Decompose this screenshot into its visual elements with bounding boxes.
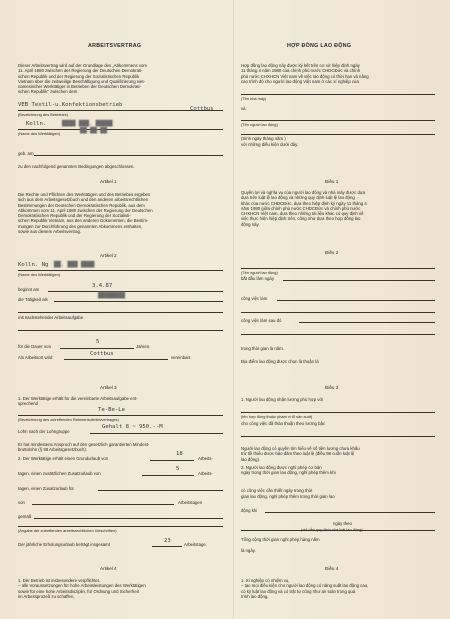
d4-line: có kỷ luật lao động và có trật tự cũng như an toàn trong quá (241, 588, 356, 594)
intro-line: namesischer Werktätiger in Betrieben der Deutschen Demokrati- (18, 84, 141, 90)
art2-name-label: (Name des Werktätigen) (18, 272, 61, 277)
d3-total: Tổng cộng thời gian nghỉ phép hàng năm (241, 537, 320, 542)
d2-worker-label: (Tên người lao động) (241, 270, 278, 275)
d3-tariff-line (241, 412, 435, 413)
german-column (18, 0, 228, 619)
d4-line: 1. Xí nghiệp có nhiệm vụ, (241, 578, 290, 583)
dieu-1-text (241, 190, 367, 227)
tariff-value: Te-Be-Le (98, 407, 125, 413)
born-line (34, 155, 223, 156)
leave-line (150, 460, 194, 461)
concluded-text: zu den nachfolgend genannten Bedingungen abgeschlossen. (18, 164, 135, 169)
intro-line: schen Republik und der Regierung der Sozialistischen Republik (18, 73, 140, 79)
art4-line: – alle Voraussetzungen für hohe Arbeitsleistungen des Werktätigen (18, 583, 146, 589)
activity-line (54, 301, 223, 302)
vi-concluded: với những điều kiện dưới đây. (241, 142, 299, 147)
place-value: Cottbus (90, 351, 114, 357)
activity-line-2 (18, 312, 223, 313)
from-unit: Arbeitstagen (178, 500, 203, 505)
vi-intro-line: cao trình độ cho người lao động Việt nam ở các xí nghiệp của (241, 78, 359, 84)
tariff-line (18, 415, 223, 416)
place-suffix: vereinbart. (171, 355, 192, 360)
birth-date-obscured: ██.██.██ (80, 128, 107, 134)
art3-line: sprechend (18, 401, 39, 407)
tariff-label: (Bezeichnung des zutreffenden Rahmenkollektivvertrages) (18, 417, 119, 422)
art3-intro (18, 396, 138, 407)
vi-to-label: và (241, 106, 246, 111)
dieu-3-title: Điều 3 (325, 385, 339, 390)
claim-line: Er hat mindestens Anspruch auf den gesetzlich garantierten Mindest- (18, 442, 150, 447)
d2-place: Địa điểm lao động được chọn là thuận là (241, 359, 319, 364)
art3-line: 1. Der Werktätige erhält für die vereinbarte Arbeitsaufgabe ent- (18, 396, 138, 401)
d3-total2: là ngày. (241, 548, 256, 553)
begins-line (48, 291, 223, 292)
d2-job-line-2 (241, 312, 435, 313)
per-line-2 (18, 526, 223, 527)
art1-line: mungen zur Durchführung des genannten Abkommens enthalten, (18, 223, 143, 229)
d1-line: CHXHCN Việt nam, dựa theo những tài liệu khác có quy định về (241, 211, 364, 217)
intro-line: Dieser Arbeitsvertrag wird auf der Grundlage des „Abkommens vom (18, 63, 147, 68)
place-line (64, 359, 168, 360)
worker-name-label: (Name des Werktätigen) (18, 131, 61, 136)
born-label: geb. am (18, 151, 34, 156)
company-name: VEB Textil-u.Konfektionsbetrieb (18, 102, 123, 108)
vi-worker-line (241, 120, 435, 121)
d1-line: việc thực hiện hiệp định trên, cũng như dựa theo hợp đồng lao (241, 216, 361, 222)
dieu-4-text (241, 578, 368, 599)
intro-line: schen Republik" zwischen dem (18, 89, 78, 95)
begins-label: beginnt am (18, 287, 40, 292)
d3-claim-line: Người lao động có quyền tìm hiểu về số tiền lương chưa khấu (241, 446, 360, 451)
d3-leave-line: ngày trong thời gian lao động, nghỉ phép thêm khi (241, 470, 336, 476)
duration-label: für die Dauer von (18, 344, 51, 349)
from-label: von (18, 500, 25, 505)
d3-regs: (chỉ dẫn quy định của luật lao động) (301, 527, 363, 532)
german-intro (18, 63, 147, 95)
dieu-2-title: Điều 2 (325, 250, 339, 255)
d1-line: dựa trên luật lệ lao động và những quy định luật lệ lao động (241, 195, 355, 201)
d3-extra2: gian lao động, nghỉ phép thêm trong thời gian lao (241, 494, 335, 499)
intro-line: Vietnam über die zeitweilige Beschäftigung und Qualifizierung viet- (18, 78, 145, 84)
extra-value: 5 (176, 466, 180, 472)
place-label: Als Arbeitsort wird (18, 355, 53, 360)
d3-days: ngày theo (333, 521, 352, 526)
per-line (34, 518, 223, 519)
d3-tariff-label: (tên hợp đồng thuộc phạm vi tổ sản xuất) (241, 414, 313, 419)
activity-label: die Tätigkeit als (18, 297, 48, 302)
d2-task-line-2 (241, 334, 435, 335)
d2-task: công việc làm sau đó (241, 318, 282, 323)
art1-line: Die Rechte und Pflichten des Werktätigen und des Betriebes ergeben (18, 192, 151, 197)
extra-label: tagen, einen zusätzlichen Zusatzurlaub von (18, 471, 101, 476)
further-label: tagen, einen Zusatzurlaub für (18, 486, 74, 491)
further-line (98, 490, 223, 491)
art2-name-line (18, 270, 223, 271)
company-city: Cottbus (190, 106, 214, 112)
art1-line: Bestimmungen der Deutschen Demokratischen Republik, aus dem (18, 202, 145, 208)
d2-worker-line (241, 268, 435, 269)
d3-leave (241, 465, 336, 476)
d4-line: – tạo mọi điều kiện cho người lao động có năng suất lao động cao, (241, 583, 369, 589)
annual-label: Der jährliche Erholungsurlaub beträgt insgesamt (18, 542, 110, 547)
art2-worker-name: Kolln. Ng (18, 262, 49, 268)
art4-line: im Arbeitsprozeß zu schaffen, (18, 593, 75, 599)
article-3-title: Artikel 3 (100, 385, 117, 390)
d1-line: động này. (241, 221, 260, 227)
activity-obscured: ████████ (98, 293, 125, 299)
art4-line: sowie für eine hohe Arbeitsdisziplin, für Ordnung und Sicherheit (18, 588, 139, 594)
d3-p1: 1. Người lao động nhận lương phù hợp với (241, 397, 324, 402)
art4-line: 1. Der Betrieb ist insbesondere verpflichtet, (18, 578, 101, 583)
per-label: gemäß (18, 514, 32, 519)
from-line (32, 504, 174, 505)
vietnamese-title: HỢP ĐỒNG LAO ĐỘNG (287, 43, 352, 49)
vi-intro (241, 63, 369, 84)
wage-line (90, 433, 223, 434)
worker-name: Kolln. (26, 121, 47, 127)
leave-value: 18 (176, 451, 183, 457)
vi-intro-line: 11 tháng 4 năm 1980 của chính phủ nước CHDCĐức và chính (241, 68, 361, 74)
article-1-text (18, 192, 153, 234)
begins-value: 3.4.87 (92, 283, 113, 289)
article-4-title: Artikel 4 (100, 566, 117, 571)
duration-line (60, 348, 134, 349)
vi-intro-line: Hợp đồng lao động này được ký kết trên cơ sở hiệp định ngày (241, 63, 360, 68)
leave-unit: Arbeits- (198, 456, 213, 461)
german-title: ARBEITSVERTRAG (88, 43, 142, 49)
worker-name-line (18, 129, 223, 130)
article-2-title: Artikel 2 (100, 253, 117, 258)
intro-line: 11. April 1980 zwischen der Regierung der Deutschen Demokrati- (18, 68, 143, 74)
d2-job-line (277, 300, 435, 301)
art1-line: Demokratischen Republik und der Regierung der Sozialisti- (18, 213, 131, 219)
vi-worker-label: (Tên người lao động) (241, 122, 278, 127)
d3-further-line (265, 512, 435, 513)
vi-factory-line (241, 94, 435, 95)
wage-value: Gehalt 8 ~ 950.--M (102, 424, 163, 430)
d3-extra: có công việc cần thiết ngày trong thời (241, 488, 313, 493)
art2-worker-obscured: ██, ███ ████ (54, 262, 95, 268)
d2-start: bắt đầu làm ngày (241, 276, 274, 281)
annual-line (152, 546, 182, 547)
d3-further: động khi (241, 508, 258, 513)
fold-crease (233, 0, 234, 619)
d2-duration: trong thời gian là năm. (241, 346, 284, 351)
dieu-4-title: Điều 4 (325, 566, 339, 571)
duration-value: 5 (96, 339, 100, 345)
d2-job: công việc làm (241, 296, 268, 301)
d4-line: trình lao động, (241, 593, 269, 599)
extra-line (142, 475, 194, 476)
annual-unit: Arbeitstage. (184, 542, 207, 547)
d1-line: Quyền lợi và nghĩa vụ của người lao động và nhà máy được dựa (241, 190, 366, 195)
extra-unit: Arbeits- (198, 471, 213, 476)
art4-text (18, 578, 146, 599)
d1-line: khác của nước CHDCĐức, dựa theo hiệp định ký ngày 11 tháng 4 (241, 200, 367, 206)
claim-line: bruttolohn (§ 98 Arbeitsgesetzbuch). (18, 447, 88, 453)
d1-line: năm 1980 giữa chính phủ nước CHDCĐức và chính phủ nước (241, 205, 361, 211)
vi-factory-label: (Tên nhà máy) (241, 96, 267, 101)
regs-label: (Angabe der zutreffenden arbeitsrechtlichen Vorschriften) (18, 528, 117, 533)
annual-value: 23 (164, 538, 171, 544)
d3-leave-line: 2. Người lao động được nghỉ phép cơ bản (241, 465, 322, 470)
d2-task-line (299, 322, 435, 323)
wage-label: Lohn nach der Lohngruppe (18, 429, 70, 434)
goal-label: mit nachstehender Arbeitsaufgabe (18, 315, 84, 320)
d3-claim-line: lao động). (241, 456, 261, 462)
company-line (18, 110, 223, 111)
art1-line: schen Republik Vietnam, aus den anderen Dokumenten, die Bestim- (18, 218, 149, 224)
art1-line: sowie aus diesem Arbeitsvertrag. (18, 229, 82, 235)
claim-text (18, 442, 149, 453)
d3-wage: cho công việc đã thỏa thuận theo lương bậc (241, 421, 326, 426)
dieu-1-title: Điều 1 (325, 179, 339, 184)
vi-born-line (241, 134, 435, 135)
leave-label: 2. Der Werktätige erhält einen Grundurlaub von (18, 456, 109, 461)
d3-wage-line (241, 436, 435, 437)
vi-born-label: (Sinh ngày tháng năm ) (241, 136, 286, 141)
duration-unit: Jahren. (136, 344, 151, 349)
d2-start-line (283, 280, 435, 281)
d3-claim (241, 446, 360, 462)
worker-name-obscured: ████ ███, █████ (62, 121, 113, 127)
d3-claim-line: trừ tối thiểu được bảo đảm theo luật lệ (điều 98 cuốn luật lệ (241, 451, 355, 457)
vi-intro-line: phủ nước CHXHCN Việt nam về việc lao động có thời hạn và nâng (241, 73, 369, 79)
art1-line: sich aus dem Arbeitsgesetzbuch und den anderen arbeitsrechtlichen (18, 197, 149, 203)
company-label: (Bezeichnung des Betriebes) (18, 112, 68, 117)
article-1-title: Artikel 1 (100, 179, 117, 184)
vietnamese-column (241, 0, 437, 619)
goal-line (18, 330, 223, 331)
art1-line: Abkommen vom 11. April 1980 zwischen der Regierung der Deutschen (18, 207, 153, 213)
